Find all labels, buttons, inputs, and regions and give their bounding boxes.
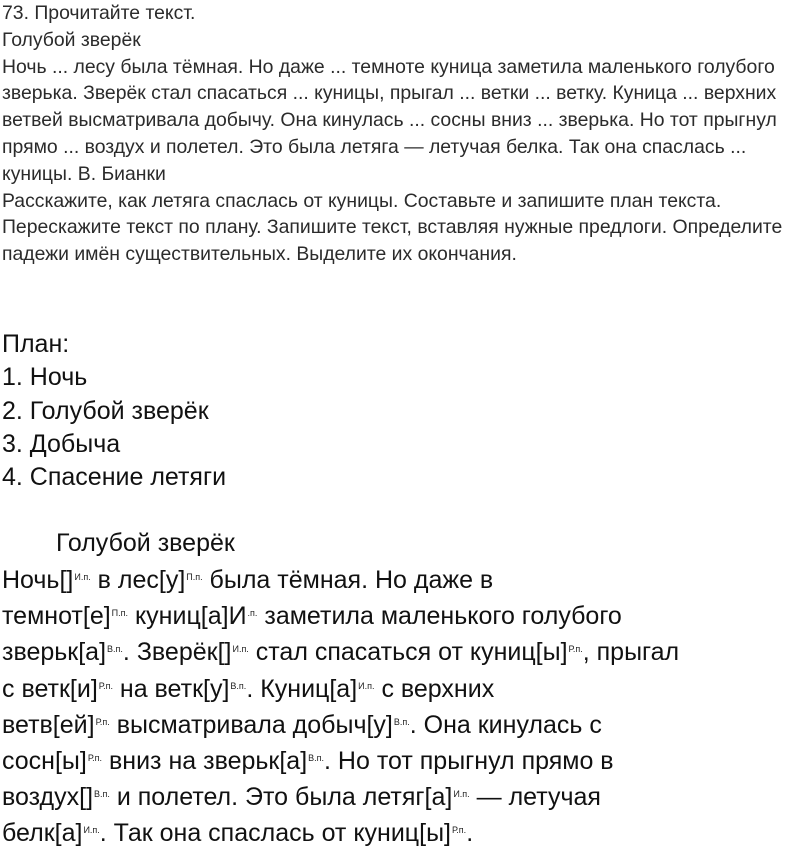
story-fragment: заметила маленького голубого [257,602,622,631]
story-fragment: куниц[а]И [128,602,247,631]
story-fragment: и полетел. Это была летяг[а] [109,783,453,812]
story-title: Голубой зверёк [56,529,235,557]
plan-item: 1. Ночь [2,363,88,392]
case-label: В.п. [107,644,123,655]
case-label: В.п. [308,753,325,764]
case-label: И.п. [358,680,375,691]
case-label: Р.п. [568,644,583,655]
plan-item: 4. Спасение летяги [2,463,227,492]
case-label: Р.п. [452,825,467,836]
story-fragment: сосн[ы] [2,747,87,776]
story-fragment: . Куниц[а] [246,674,358,703]
story-fragment: была тёмная. Но даже в [202,566,494,594]
plan-item: 3. Добыча [2,429,121,458]
case-label: В.п. [393,716,410,727]
case-label: И.п. [453,789,470,800]
story-fragment: . Она кинулась с [409,710,602,739]
story-fragment: . Зверёк[] [122,638,232,667]
story-fragment: . [466,819,474,848]
story-line [2,814,800,850]
story-line [2,633,800,669]
story-fragment: высматривала добыч[у] [109,710,393,739]
story-text [2,561,800,851]
case-label: Р.п. [95,716,110,727]
case-label: Р.п. [87,753,103,764]
story-fragment: на ветк[у] [112,674,230,703]
story-fragment: вниз на зверьк[а] [102,747,308,776]
plan-section [2,328,226,494]
story-fragment: , прыгал [582,638,680,667]
story-fragment: Ночь[] [2,566,74,594]
story-line [2,670,800,706]
story-line [2,597,800,633]
case-label: В.п. [94,789,110,800]
story-fragment: — летучая [469,783,601,812]
exercise-text-body: Ночь ... лесу была тёмная. Но даже ... темноте куница заметила маленького голубого зверька. Зверёк стал спасаться ... куницы, прыгал ... ветки ... ветку. Куница ... верхних ветвей высматривала добычу. Она кинулась ... сосны вниз ... зверька. Но тот прыгнул прямо ... воздух и полетел. Это была летяга — летучая белка. Так она спаслась ... куницы. В. Бианки [2,55,777,185]
exercise-header: 73. Прочитайте текст. [2,2,196,24]
case-label: П.п. [111,608,129,619]
exercise-task [2,0,800,268]
story-fragment: стал спасаться от куниц[ы] [248,638,568,667]
case-label: И.п. [232,644,249,655]
case-label: В.п. [230,680,247,691]
case-label: .п. [247,608,258,619]
story-fragment: зверьк[а] [2,638,107,667]
story-fragment: белк[а] [2,819,83,848]
story-fragment: в лес[у] [90,566,186,594]
case-label: И.п. [74,572,91,582]
case-label: П.п. [186,572,203,582]
story-line [2,778,800,814]
story-fragment: с верхних [374,674,495,703]
plan-item: 2. Голубой зверёк [2,396,209,425]
story-line [2,742,800,778]
exercise-assignment: Расскажите, как летяга спаслась от куницы. Составьте и запишите план текста. Перескажите текст по плану. Запишите текст, вставляя нужные предлоги. Определите падежи имён существительных. Выделите их окончания. [2,189,783,266]
story-fragment: темнот[е] [2,602,111,631]
case-label: И.п. [83,825,100,836]
story-fragment: ветв[ей] [2,710,95,739]
story-fragment: . Но тот прыгнул прямо в [324,747,614,776]
case-label: Р.п. [98,680,113,691]
story-fragment: . Так она спаслась от куниц[ы] [99,819,451,848]
story-line [2,706,800,742]
exercise-text-title: Голубой зверёк [2,28,141,51]
story-fragment: с ветк[и] [2,674,98,703]
story-line [2,561,800,597]
plan-heading: План: [2,330,70,358]
story-fragment: воздух[] [2,783,94,812]
